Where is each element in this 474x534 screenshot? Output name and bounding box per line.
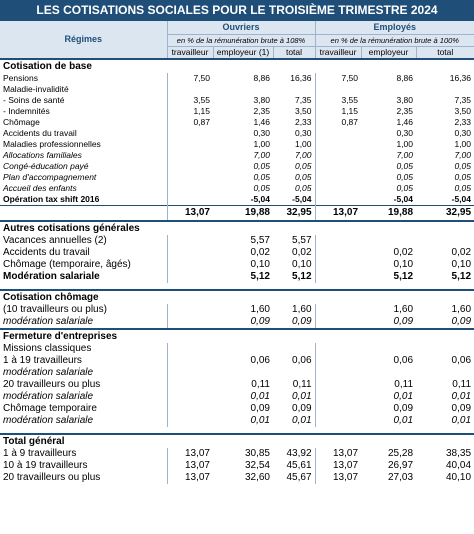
row-value: 0,30 — [454, 128, 472, 138]
row-value: 0,05 — [454, 183, 472, 193]
row-value: 1,15 — [315, 106, 361, 117]
row-value — [315, 271, 361, 283]
row-value: -5,04 — [393, 194, 414, 204]
row-value: 0,02 — [393, 247, 414, 258]
row-value — [361, 84, 416, 95]
row-value: 7,50 — [315, 73, 361, 84]
row-label: Maladies professionnelles — [3, 139, 101, 149]
row-value: 0,05 — [396, 172, 414, 182]
section-title-row — [0, 221, 474, 235]
row-value — [416, 235, 474, 247]
row-value: 0,10 — [393, 259, 414, 270]
row-value: 0,01 — [451, 415, 472, 426]
row-value: 8,86 — [396, 73, 414, 83]
table-row — [0, 304, 474, 316]
row-value — [315, 259, 361, 271]
subtotal-row — [0, 206, 474, 222]
row-value: 2,35 — [253, 106, 270, 116]
row-value: 0,30 — [396, 128, 414, 138]
row-label: modération salariale — [3, 415, 94, 426]
row-value: 0,01 — [451, 391, 472, 402]
row-value — [273, 367, 315, 379]
row-value: 0,01 — [393, 391, 414, 402]
row-value — [167, 259, 213, 271]
row-value: 38,35 — [445, 448, 472, 459]
row-label: Pensions — [3, 73, 38, 83]
row-value: 0,05 — [294, 172, 312, 182]
row-value: 0,05 — [454, 161, 472, 171]
col-employeur-ouvriers: employeur (1) — [213, 47, 273, 60]
row-value: 0,09 — [451, 316, 472, 327]
table-row — [0, 128, 474, 139]
row-value: 7,50 — [167, 73, 213, 84]
section-title: Cotisation de base — [0, 59, 474, 73]
row-value — [361, 235, 416, 247]
employes-header: Employés — [315, 21, 474, 35]
regimes-header: Régimes — [0, 21, 167, 59]
row-value: 0,06 — [451, 355, 472, 366]
table-row — [0, 247, 474, 259]
row-value: 0,01 — [393, 415, 414, 426]
row-value: -5,04 — [250, 194, 270, 204]
row-value: 2,35 — [396, 106, 414, 116]
row-value — [167, 415, 213, 427]
row-value: 2,33 — [454, 117, 472, 127]
row-value: 7,00 — [253, 150, 270, 160]
row-value — [315, 379, 361, 391]
table-row — [0, 117, 474, 128]
row-label: 20 travailleurs ou plus — [3, 379, 101, 390]
row-value: 45,67 — [286, 472, 312, 483]
row-value: 13,07 — [315, 472, 361, 484]
row-value: 5,57 — [292, 235, 312, 246]
row-value: 0,02 — [292, 247, 312, 258]
subtotal-value: 32,95 — [416, 206, 474, 222]
row-value — [315, 403, 361, 415]
row-value: 13,07 — [315, 460, 361, 472]
row-value: 0,05 — [253, 161, 270, 171]
row-value: 2,33 — [294, 117, 312, 127]
table-row — [0, 150, 474, 161]
spacer — [0, 283, 474, 290]
row-value: 1,60 — [393, 304, 414, 315]
table-row — [0, 271, 474, 283]
row-value — [416, 84, 474, 95]
subtotal-value: 19,88 — [213, 206, 273, 222]
table-header — [0, 21, 474, 59]
row-value: 0,11 — [251, 379, 270, 390]
row-value: 16,36 — [290, 73, 312, 83]
row-value — [167, 84, 213, 95]
row-label: 10 à 19 travailleurs — [3, 460, 88, 471]
section-title: Fermeture d'entreprises — [0, 329, 474, 343]
row-value: 5,12 — [393, 271, 414, 282]
section-title-row — [0, 59, 474, 73]
row-value: 0,09 — [292, 316, 312, 327]
row-value: 1,00 — [294, 139, 312, 149]
row-value: 0,30 — [294, 128, 312, 138]
row-value: 5,12 — [292, 271, 312, 282]
table-row — [0, 84, 474, 95]
row-label: 20 travailleurs ou plus — [3, 472, 101, 483]
row-label: modération salariale — [3, 316, 94, 327]
row-value — [315, 84, 361, 95]
row-label: Modération salariale — [3, 271, 100, 282]
row-value: 7,00 — [454, 150, 472, 160]
row-value: 1,46 — [396, 117, 414, 127]
row-value: 3,80 — [253, 95, 270, 105]
row-value — [315, 247, 361, 259]
col-total-employes: total — [416, 47, 474, 60]
row-value: 0,87 — [167, 117, 213, 128]
row-value: 0,01 — [250, 391, 270, 402]
row-label: Chômage — [3, 117, 40, 127]
table-row — [0, 172, 474, 183]
row-value — [315, 367, 361, 379]
row-value: 32,54 — [244, 460, 270, 471]
row-value: 1,60 — [451, 304, 472, 315]
row-value: 0,10 — [250, 259, 270, 270]
row-value: 0,09 — [393, 316, 414, 327]
row-value: 0,09 — [250, 403, 270, 414]
row-value — [167, 379, 213, 391]
row-value — [416, 343, 474, 355]
row-value: 8,86 — [253, 73, 270, 83]
row-label: Allocations familiales — [3, 150, 82, 160]
row-value: 0,11 — [452, 379, 472, 390]
ouvriers-header: Ouvriers — [167, 21, 315, 35]
row-value — [167, 271, 213, 283]
table-row — [0, 379, 474, 391]
row-value — [167, 343, 213, 355]
row-value: 1,00 — [454, 139, 472, 149]
row-value: 0,87 — [315, 117, 361, 128]
row-value: 0,02 — [250, 247, 270, 258]
row-label: 1 à 19 travailleurs — [3, 355, 82, 366]
col-travailleur-employes: travailleur — [315, 47, 361, 60]
subtotal-value: 13,07 — [315, 206, 361, 222]
row-value — [315, 304, 361, 316]
subtotal-label — [0, 206, 167, 222]
row-value: 1,60 — [292, 304, 312, 315]
row-label: Chômage temporaire — [3, 403, 97, 414]
table-row — [0, 460, 474, 472]
col-total-ouvriers: total — [273, 47, 315, 60]
row-value: 0,30 — [253, 128, 270, 138]
row-label: modération salariale — [3, 391, 94, 402]
row-value — [315, 343, 361, 355]
spacer — [0, 427, 474, 434]
row-label: 1 à 9 travailleurs — [3, 448, 77, 459]
row-value: 0,01 — [292, 415, 312, 426]
row-value: 3,80 — [396, 95, 414, 105]
row-value — [167, 235, 213, 247]
table-row — [0, 161, 474, 172]
row-value: 0,06 — [292, 355, 312, 366]
row-value: 13,07 — [167, 460, 213, 472]
cotisations-table — [0, 21, 474, 484]
row-value: 1,60 — [250, 304, 270, 315]
row-value: 30,85 — [244, 448, 270, 459]
table-row — [0, 73, 474, 84]
row-value — [315, 128, 361, 139]
row-value — [361, 343, 416, 355]
row-value: 3,50 — [294, 106, 312, 116]
row-value: 26,97 — [387, 460, 414, 471]
row-value: 0,09 — [292, 403, 312, 414]
table-row — [0, 259, 474, 271]
row-value: 0,10 — [451, 259, 472, 270]
row-label: Plan d'accompagnement — [3, 172, 97, 182]
row-value — [315, 391, 361, 403]
row-label: Accidents du travail — [3, 247, 90, 258]
row-value: -5,04 — [292, 194, 312, 204]
subtotal-value: 32,95 — [273, 206, 315, 222]
col-employeur-employes: employeur — [361, 47, 416, 60]
row-value — [167, 391, 213, 403]
row-value: 7,00 — [294, 150, 312, 160]
subtotal-value: 13,07 — [167, 206, 213, 222]
ouvriers-subheader: en % de la rémunération brute à 108% — [167, 35, 315, 47]
table-row — [0, 316, 474, 329]
table-row — [0, 139, 474, 150]
row-value — [315, 235, 361, 247]
spacer-row — [0, 427, 474, 434]
row-label: modération salariale — [3, 367, 94, 378]
row-value: 0,01 — [292, 391, 312, 402]
row-value: 0,09 — [393, 403, 414, 414]
row-value — [315, 194, 361, 206]
row-value — [315, 161, 361, 172]
row-value: 0,11 — [292, 379, 312, 390]
table-row — [0, 355, 474, 367]
row-value: 0,10 — [292, 259, 312, 270]
row-value — [167, 355, 213, 367]
row-value — [167, 183, 213, 194]
row-value — [416, 367, 474, 379]
subtotal-value: 19,88 — [361, 206, 416, 222]
table-row — [0, 448, 474, 460]
row-value — [315, 183, 361, 194]
row-value: 3,55 — [167, 95, 213, 106]
row-value — [315, 316, 361, 329]
row-value — [167, 172, 213, 183]
row-value: 45,61 — [286, 460, 312, 471]
section-title: Autres cotisations générales — [0, 221, 474, 235]
row-label: Opération tax shift 2016 — [3, 194, 100, 204]
table-row — [0, 343, 474, 355]
employes-subheader: en % de la rémunération brute à 100% — [315, 35, 474, 47]
row-value — [315, 150, 361, 161]
row-value — [167, 316, 213, 329]
row-value — [167, 367, 213, 379]
row-value: 7,00 — [396, 150, 414, 160]
row-label: Accueil des enfants — [3, 183, 77, 193]
table-row — [0, 194, 474, 206]
row-value: 0,05 — [396, 161, 414, 171]
row-value — [315, 415, 361, 427]
row-value: 1,15 — [167, 106, 213, 117]
row-label: Accidents du travail — [3, 128, 77, 138]
row-value — [273, 343, 315, 355]
row-value: 0,05 — [294, 183, 312, 193]
row-value — [315, 355, 361, 367]
row-value: 0,11 — [394, 379, 414, 390]
section-title: Cotisation chômage — [0, 290, 474, 304]
section-title: Total général — [0, 434, 474, 448]
row-value: 0,06 — [393, 355, 414, 366]
section-title-row — [0, 290, 474, 304]
row-value — [167, 247, 213, 259]
row-value: 25,28 — [387, 448, 414, 459]
row-value: 0,05 — [454, 172, 472, 182]
row-value: 3,55 — [315, 95, 361, 106]
table-row — [0, 95, 474, 106]
row-label: Chômage (temporaire, âgés) — [3, 259, 131, 270]
spacer-row — [0, 283, 474, 290]
section-title-row — [0, 434, 474, 448]
row-label: Maladie-invalidité — [3, 84, 69, 94]
row-value: 0,09 — [451, 403, 472, 414]
col-travailleur-ouvriers: travailleur — [167, 47, 213, 60]
row-value: 0,05 — [294, 161, 312, 171]
section-title-row — [0, 329, 474, 343]
row-value: 1,46 — [253, 117, 270, 127]
row-label: Vacances annuelles (2) — [3, 235, 107, 246]
row-value — [167, 403, 213, 415]
row-label: Congé-éducation payé — [3, 161, 89, 171]
row-value: 16,36 — [449, 73, 472, 83]
row-value: 1,00 — [396, 139, 414, 149]
row-value — [213, 367, 273, 379]
table-row — [0, 106, 474, 117]
row-value: 0,06 — [250, 355, 270, 366]
row-value: 7,35 — [294, 95, 312, 105]
row-label: (10 travailleurs ou plus) — [3, 304, 107, 315]
row-value — [167, 304, 213, 316]
table-body — [0, 59, 474, 484]
row-value — [273, 84, 315, 95]
row-value: 0,02 — [451, 247, 472, 258]
row-value: 0,09 — [250, 316, 270, 327]
row-value: 5,57 — [250, 235, 270, 246]
row-value — [167, 128, 213, 139]
row-value — [315, 172, 361, 183]
table-row — [0, 183, 474, 194]
table-row — [0, 403, 474, 415]
row-label: - Indemnités — [3, 106, 50, 116]
row-value: 0,01 — [250, 415, 270, 426]
row-value: 13,07 — [167, 448, 213, 460]
row-value: 5,12 — [451, 271, 472, 282]
row-value — [167, 161, 213, 172]
row-value: 0,05 — [253, 172, 270, 182]
row-value: 3,50 — [454, 106, 472, 116]
row-value: 43,92 — [286, 448, 312, 459]
row-value — [213, 343, 273, 355]
row-value — [167, 139, 213, 150]
row-value — [167, 194, 213, 206]
row-value: 13,07 — [167, 472, 213, 484]
row-value: 0,05 — [253, 183, 270, 193]
row-label: Missions classiques — [3, 343, 92, 354]
table-row — [0, 415, 474, 427]
row-value: 13,07 — [315, 448, 361, 460]
table-row — [0, 367, 474, 379]
row-value: 5,12 — [250, 271, 270, 282]
page-title: LES COTISATIONS SOCIALES POUR LE TROISIÈME TRIMESTRE 2024 — [0, 0, 474, 21]
row-value — [167, 150, 213, 161]
row-value — [213, 84, 273, 95]
table-row — [0, 391, 474, 403]
row-value: 7,35 — [454, 95, 472, 105]
row-value: 40,10 — [445, 472, 472, 483]
row-value: -5,04 — [451, 194, 472, 204]
row-value: 27,03 — [387, 472, 414, 483]
row-value: 1,00 — [253, 139, 270, 149]
table-row — [0, 472, 474, 484]
row-value: 40,04 — [445, 460, 472, 471]
row-value — [315, 139, 361, 150]
row-value: 32,60 — [244, 472, 270, 483]
table-row — [0, 235, 474, 247]
row-label: - Soins de santé — [3, 95, 65, 105]
row-value — [361, 367, 416, 379]
row-value: 0,05 — [396, 183, 414, 193]
